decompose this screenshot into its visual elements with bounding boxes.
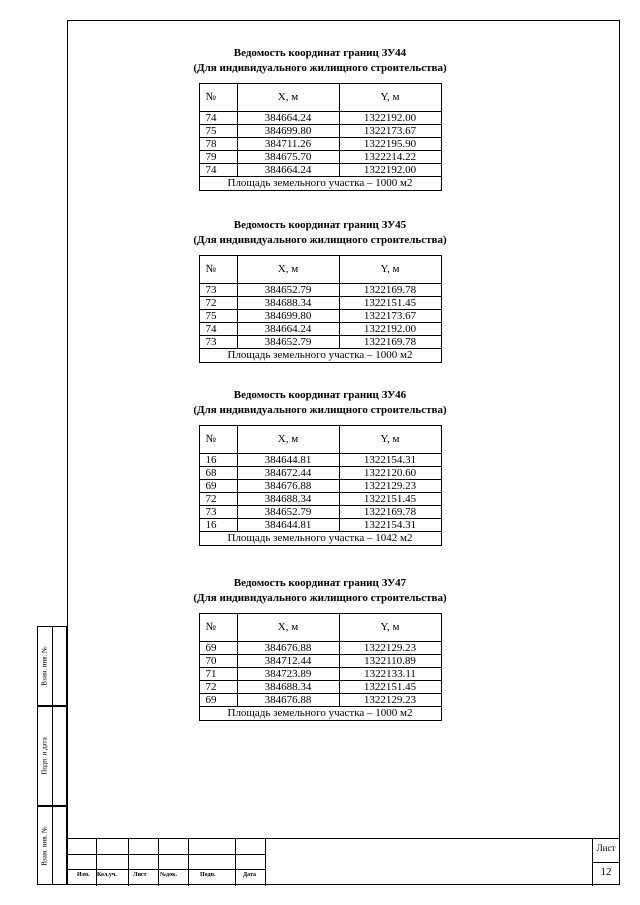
- table-row: [199, 323, 441, 336]
- y-cell: 1322192.00: [339, 323, 441, 336]
- y-cell: 1322173.67: [339, 125, 441, 138]
- x-header: X, м: [237, 426, 339, 454]
- x-header: X, м: [237, 614, 339, 642]
- point-number-cell: 74: [199, 112, 237, 125]
- y-cell: 1322151.45: [339, 297, 441, 310]
- side-cell-inv-number: [37, 806, 67, 885]
- area-row: [199, 532, 441, 546]
- x-cell: 384664.24: [237, 323, 339, 336]
- table-row: [199, 164, 441, 177]
- y-cell: 1322192.00: [339, 112, 441, 125]
- point-number-cell: 73: [199, 284, 237, 297]
- table-row: [199, 493, 441, 506]
- point-number-header: №: [199, 84, 237, 112]
- section-title: Ведомость координат границ ЗУ46: [233, 389, 407, 401]
- table-row: [199, 454, 441, 467]
- point-number-cell: 69: [199, 642, 237, 655]
- caption-count: Кол.уч.: [97, 872, 117, 878]
- table-header-row: [199, 614, 441, 642]
- table-row: [199, 125, 441, 138]
- x-cell: 384699.80: [237, 310, 339, 323]
- point-number-cell: 75: [199, 125, 237, 138]
- area-row: [199, 707, 441, 721]
- area-row: [199, 177, 441, 191]
- table-row: [199, 694, 441, 707]
- plot-area: Площадь земельного участка – 1000 м2: [199, 707, 441, 721]
- point-number-header: №: [199, 614, 237, 642]
- y-cell: 1322195.90: [339, 138, 441, 151]
- coordinates-table: [199, 425, 442, 546]
- y-header: Y, м: [339, 84, 441, 112]
- area-row: [199, 349, 441, 363]
- y-cell: 1322151.45: [339, 681, 441, 694]
- point-number-cell: 69: [199, 480, 237, 493]
- table-row: [199, 642, 441, 655]
- plot-area: Площадь земельного участка – 1000 м2: [199, 177, 441, 191]
- table-row: [199, 151, 441, 164]
- y-cell: 1322169.78: [339, 506, 441, 519]
- y-header: Y, м: [339, 256, 441, 284]
- point-number-header: №: [199, 256, 237, 284]
- point-number-cell: 72: [199, 297, 237, 310]
- table-row: [199, 310, 441, 323]
- section-subtitle: (Для индивидуального жилищного строительства): [193, 62, 447, 74]
- sheet-number: 12: [600, 866, 612, 878]
- caption-sheet: Лист: [133, 872, 147, 878]
- point-number-cell: 72: [199, 493, 237, 506]
- point-number-cell: 72: [199, 681, 237, 694]
- x-cell: 384711.26: [237, 138, 339, 151]
- y-cell: 1322192.00: [339, 164, 441, 177]
- point-number-cell: 70: [199, 655, 237, 668]
- side-cell-inv-replace: [37, 626, 67, 706]
- y-cell: 1322110.89: [339, 655, 441, 668]
- y-cell: 1322133.11: [339, 668, 441, 681]
- table-row: [199, 519, 441, 532]
- table-header-row: [199, 256, 441, 284]
- table-row: [199, 668, 441, 681]
- table-row: [199, 297, 441, 310]
- side-label: Взам. инв. №: [41, 825, 50, 866]
- point-number-cell: 74: [199, 164, 237, 177]
- section-zu47: [0, 576, 640, 721]
- section-subtitle: (Для индивидуального жилищного строительства): [193, 234, 447, 246]
- coordinates-table: [199, 255, 442, 363]
- title-block: [67, 838, 620, 886]
- y-cell: 1322169.78: [339, 284, 441, 297]
- x-cell: 384676.88: [237, 694, 339, 707]
- point-number-cell: 78: [199, 138, 237, 151]
- table-header-row: [199, 426, 441, 454]
- x-cell: 384644.81: [237, 519, 339, 532]
- point-number-cell: 75: [199, 310, 237, 323]
- point-number-cell: 73: [199, 506, 237, 519]
- table-row: [199, 655, 441, 668]
- y-cell: 1322151.45: [339, 493, 441, 506]
- table-header-row: [199, 84, 441, 112]
- x-cell: 384676.88: [237, 642, 339, 655]
- point-number-cell: 71: [199, 668, 237, 681]
- section-title: Ведомость координат границ ЗУ44: [233, 47, 407, 59]
- x-cell: 384712.44: [237, 655, 339, 668]
- point-number-cell: 79: [199, 151, 237, 164]
- table-row: [199, 138, 441, 151]
- y-cell: 1322129.23: [339, 480, 441, 493]
- y-cell: 1322129.23: [339, 642, 441, 655]
- point-number-cell: 74: [199, 323, 237, 336]
- x-cell: 384676.88: [237, 480, 339, 493]
- section-subtitle: (Для индивидуального жилищного строительства): [193, 592, 447, 604]
- section-zu44: [0, 46, 640, 191]
- point-number-cell: 16: [199, 454, 237, 467]
- point-number-cell: 16: [199, 519, 237, 532]
- section-subtitle: (Для индивидуального жилищного строительства): [193, 404, 447, 416]
- point-number-cell: 73: [199, 336, 237, 349]
- table-row: [199, 112, 441, 125]
- section-zu46: [0, 388, 640, 546]
- y-cell: 1322169.78: [339, 336, 441, 349]
- plot-area: Площадь земельного участка – 1042 м2: [199, 532, 441, 546]
- x-cell: 384664.24: [237, 112, 339, 125]
- side-cell-sign-date: [37, 706, 67, 806]
- x-cell: 384699.80: [237, 125, 339, 138]
- table-row: [199, 467, 441, 480]
- caption-date: Дата: [243, 872, 256, 878]
- table-row: [199, 336, 441, 349]
- x-cell: 384688.34: [237, 297, 339, 310]
- sheet-label: Лист: [596, 843, 616, 853]
- y-header: Y, м: [339, 614, 441, 642]
- table-row: [199, 284, 441, 297]
- y-cell: 1322173.67: [339, 310, 441, 323]
- point-number-cell: 68: [199, 467, 237, 480]
- table-row: [199, 681, 441, 694]
- x-header: X, м: [237, 256, 339, 284]
- x-cell: 384652.79: [237, 336, 339, 349]
- section-zu45: [0, 218, 640, 363]
- x-cell: 384723.89: [237, 668, 339, 681]
- x-cell: 384672.44: [237, 467, 339, 480]
- caption-doc-number: №док.: [160, 872, 178, 878]
- x-cell: 384652.79: [237, 284, 339, 297]
- side-label: Взам. инв. №: [41, 646, 50, 686]
- x-cell: 384675.70: [237, 151, 339, 164]
- y-cell: 1322154.31: [339, 454, 441, 467]
- plot-area: Площадь земельного участка – 1000 м2: [199, 349, 441, 363]
- point-number-header: №: [199, 426, 237, 454]
- coordinates-table: [199, 83, 442, 191]
- caption-signature: Подп.: [200, 872, 216, 878]
- side-label: Подп. и дата: [41, 737, 49, 775]
- y-cell: 1322120.60: [339, 467, 441, 480]
- coordinates-table: [199, 613, 442, 721]
- y-cell: 1322129.23: [339, 694, 441, 707]
- x-cell: 384688.34: [237, 681, 339, 694]
- caption-change: Изм.: [77, 872, 90, 878]
- table-row: [199, 480, 441, 493]
- table-row: [199, 506, 441, 519]
- y-header: Y, м: [339, 426, 441, 454]
- x-cell: 384688.34: [237, 493, 339, 506]
- x-header: X, м: [237, 84, 339, 112]
- x-cell: 384652.79: [237, 506, 339, 519]
- y-cell: 1322154.31: [339, 519, 441, 532]
- section-title: Ведомость координат границ ЗУ47: [233, 577, 407, 589]
- x-cell: 384644.81: [237, 454, 339, 467]
- x-cell: 384664.24: [237, 164, 339, 177]
- section-title: Ведомость координат границ ЗУ45: [233, 219, 407, 231]
- point-number-cell: 69: [199, 694, 237, 707]
- y-cell: 1322214.22: [339, 151, 441, 164]
